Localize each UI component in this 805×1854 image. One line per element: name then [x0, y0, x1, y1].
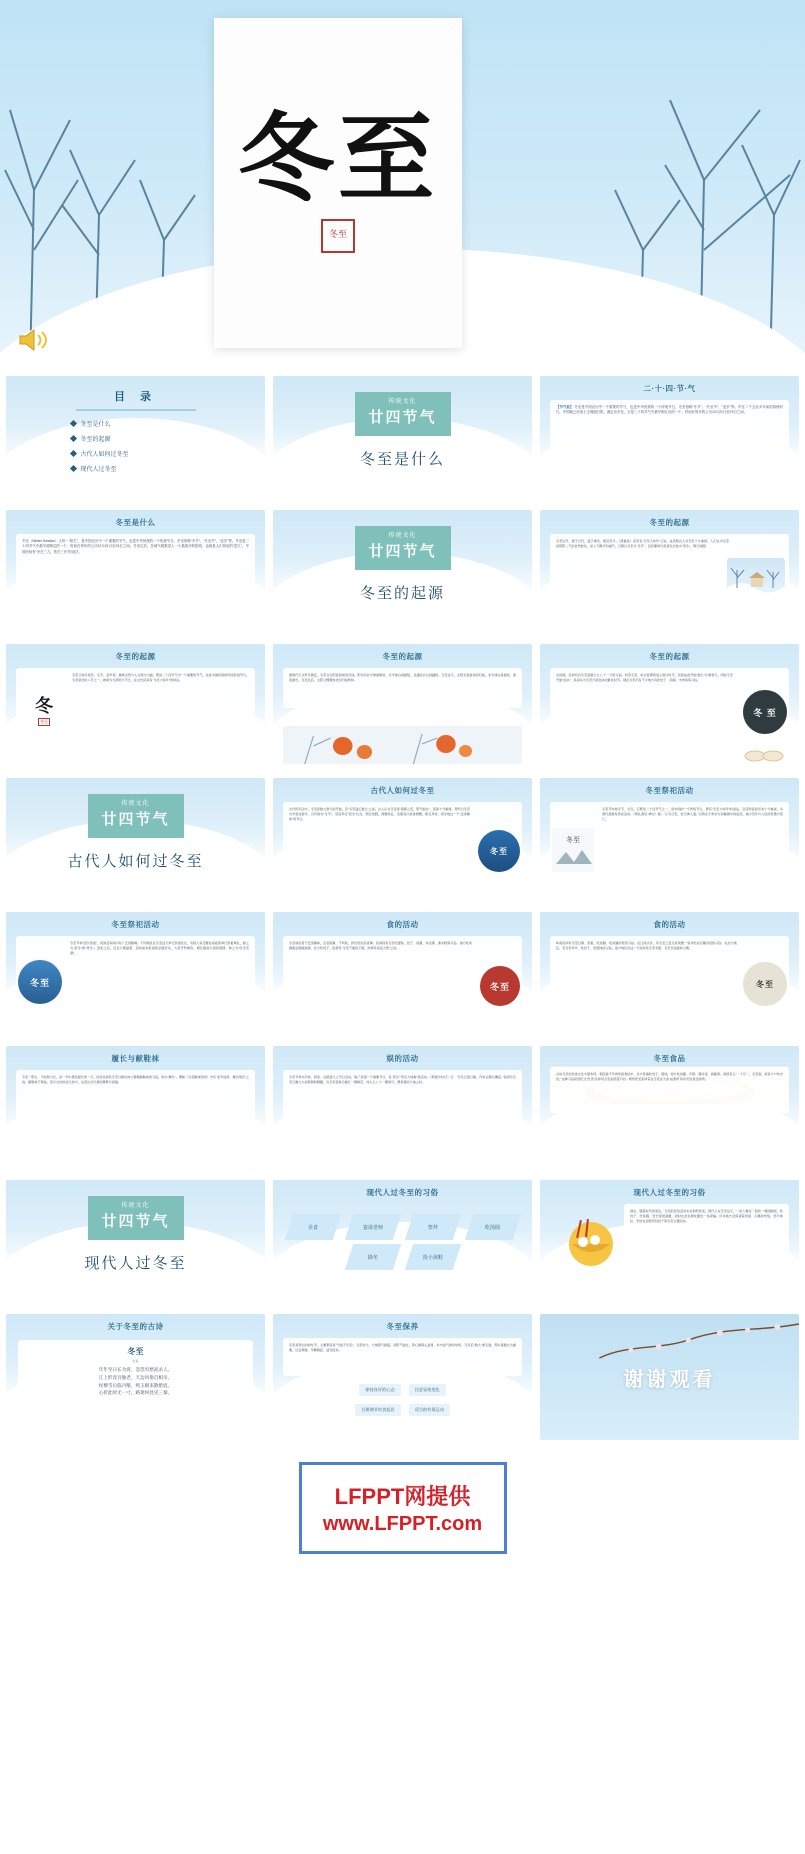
footer-watermark: [0, 1448, 805, 1576]
slide-body: [550, 400, 789, 484]
section-badge-sub: 传统文化: [388, 533, 417, 539]
circle-label: 冬至: [489, 981, 510, 992]
slide-food-activity-2[interactable]: [540, 912, 799, 1038]
stamp-label: 冬 至: [753, 707, 777, 718]
slide-toc[interactable]: [6, 376, 265, 502]
section-title: 古代人如何过冬至: [67, 853, 204, 870]
slide-section-origin[interactable]: [273, 510, 532, 636]
slide-food-activity-1[interactable]: [273, 912, 532, 1038]
dongzhi-circle-illustration: [18, 960, 62, 1004]
watermark-box: [299, 1462, 507, 1554]
health-tip[interactable]: 注意昼夜变化: [409, 1384, 446, 1396]
slide-body: 古代纪年法中，冬至是数九寒天的开始，有“冬至逢壬数九”之说。古人认为冬至是“阴极之至，阳气始生”，因而十分重视。周代以冬至为岁首过新年，汉代称为“冬节”，官府举行“贺冬”仪式，例行放假，商旅停业，亲朋各以美食相赠，相互拜访，欢乐地过一个“安身静体”的节日。: [283, 802, 522, 886]
slide-heading: 关于冬至的古诗: [107, 1322, 164, 1331]
slide-heading: 现代人过冬至的习俗: [366, 1188, 439, 1197]
divider: [76, 409, 196, 411]
toc-list: [71, 419, 201, 473]
slide-worship-1[interactable]: [540, 778, 799, 904]
poem-author: 杜甫: [132, 1359, 139, 1363]
slide-entertainment[interactable]: [273, 1046, 532, 1172]
slide-section-modern[interactable]: [6, 1180, 265, 1306]
poem-card: [18, 1340, 253, 1403]
slide-what-is-dongzhi[interactable]: [6, 510, 265, 636]
health-tips-row: [273, 1384, 532, 1396]
section-badge-main: 廿四节气: [368, 409, 437, 426]
slide-section-what[interactable]: [273, 376, 532, 502]
speaker-icon[interactable]: [16, 326, 50, 354]
page-title: 冬至: [238, 102, 438, 216]
dongzhi-tree-circle: [743, 962, 787, 1006]
toc-title: 目 录: [113, 391, 158, 403]
slide-heading: 冬至是什么: [115, 518, 156, 527]
slide-body: 冬至前后君子安身静体，百官绝事，不听政，择吉辰而后省事。民间则有冬至吃馄饨、饺子、汤圆、赤豆粥、黍米糕等习俗。南方吃汤圆寓意团圆美满，北方吃饺子，俗语有“冬至不端饺子碗，冻掉耳朵没人管”之说。: [283, 936, 522, 1020]
slide-thanks[interactable]: [540, 1314, 799, 1440]
section-badge: [355, 526, 451, 570]
diamond-icon: [69, 420, 76, 427]
slide-body: 岭南民间有冬至扫墓、祭祖、吃烧腊、吃汤圆的传统习俗。在江南水乡，有冬至之夜全家欢聚一堂共吃赤豆糯米饭的习俗。在北方地区，有冬至宰羊、吃饺子、吃馄饨的习俗，南方地区在这一天则有吃冬至米团、冬至长线面的习惯。: [550, 936, 789, 1020]
body-text: 冬至是中国农历中一个重要的节气，也是中华民族的一个传统节日，冬至俗称“冬节”、“长至节”、“亚岁”等。早在二千五百多年前的春秋时代，中国就已经用土圭观测日影，测定出冬至，它是二十四节气中最早制订出的一个，时间在每年的公历12月21日至23日之间。: [556, 405, 783, 415]
slide-body: 冬至（Winter Solstice）又叫“一阳生”，是中国农历中一个重要的节气，也是中华民族的一个传统节日。冬至俗称“冬节”、“长至节”、“亚岁”等。冬至是二十四节气中最早被制定的一个，时间在每年的公历12月21日至23日之间。冬至过后，各地气候都进入一个最寒冷的阶段，也就是人们常说的“进九”，中国民间有“冷在三九，热在三伏”的说法。: [16, 534, 255, 618]
slide-heading: 冬至的起源: [649, 518, 690, 527]
slide-heading: 冬至祭祀活动: [111, 920, 160, 929]
custom-label: 吃汤圆: [484, 1224, 500, 1231]
poem-title: 冬至: [127, 1347, 144, 1356]
poem-line: 心折此时无一寸，路迷何处见三秦。: [98, 1390, 173, 1396]
health-tip[interactable]: 合理调节饮食起居: [355, 1404, 401, 1416]
custom-label: 美食: [307, 1224, 318, 1231]
toc-item[interactable]: [71, 449, 201, 458]
slide-modern-customs-1[interactable]: [273, 1180, 532, 1306]
cover-card: [214, 18, 462, 348]
slide-body: 古时候，民间有自冬至起数九九八十一天的习俗。时至冬至，标志着即将进入寒冷时节，民间由此开始“数九”计算寒天。同时冬至开始“进补”，民间认为冬至日是进补的最佳时节。现在冬至仍有不少地方有吃饺子、汤圆、羊肉汤等习俗。: [550, 668, 789, 752]
dongzhi-stamp-circle: [743, 690, 787, 734]
slide-heading: 冬至的起源: [115, 652, 156, 661]
custom-item[interactable]: [344, 1244, 400, 1270]
section-badge: [88, 1196, 184, 1240]
diamond-icon: [69, 450, 76, 457]
circle-label: 冬至: [756, 979, 774, 989]
poem-line: 杖藜雪后临丹壑，鸣玉朝来散紫宸。: [98, 1382, 173, 1388]
slide-origin-4[interactable]: [540, 644, 799, 770]
custom-label: 祭拜: [427, 1224, 438, 1231]
slide-heading: 冬至祭祀活动: [645, 786, 694, 795]
circle-label: 冬至: [29, 977, 50, 988]
section-title: 现代人过冬至: [84, 1255, 187, 1272]
slide-24-solar-terms[interactable]: [540, 376, 799, 502]
slide-origin-2[interactable]: [6, 644, 265, 770]
custom-item[interactable]: [404, 1244, 460, 1270]
slide-body: 冬至节举行的“祭祖”，民族及家庭中有广泛的影响。不同地区在冬至这天举行祭祖仪式，有的人家还要在家庙里举行祭祖典礼，称之为“祭冬”或“拜冬”。祭祀之后，还会大摆宴席，招待前来祭祖的亲朋好友，大家开怀畅饮，相互联络久别的感情，称之为“吃冬至酒”。: [16, 936, 255, 1020]
diamond-icon: [69, 435, 76, 442]
section-badge-sub: 传统文化: [121, 1203, 150, 1209]
slide-body: 冬至节举办学校、居家、社团盛大之节日活动，除了祭祖一个重要节日，有“贺冬”“贺冬大地梅”等活动。《荆楚岁时记》云：“冬至日量日影，作赤豆粥以禳疫。”民间有冬至日画九九消寒图的雅趣，自冬至起每日描红一瓣梅花，待九九八十一瓣染尽，便是春回大地之时。: [283, 1070, 522, 1154]
ink-mountain-illustration: [552, 828, 594, 872]
persimmon-photo: [283, 726, 522, 764]
section-badge-main: 廿四节气: [101, 811, 170, 828]
slide-heading: 履长与献鞋袜: [111, 1054, 160, 1063]
dumpling-icon: [743, 746, 787, 762]
slide-long-night[interactable]: [6, 1046, 265, 1172]
slide-body: 现在，随着时代的变化，冬至的民俗活动也在悄然改变。现代人在冬至这天，一家人聚在一起吃一顿团圆饭，吃饺子、吃汤圆，给长辈送温暖，同时也会在朋友圈发一条祝福。许多地方还保留着祭祖、扫墓的传统，部分单位、学校也会组织包饺子等冬至主题活动。: [624, 1204, 789, 1276]
slide-ancient-how[interactable]: [273, 778, 532, 904]
slide-heading: 二·十·四·节·气: [643, 384, 696, 393]
toc-item-label: 古代人如何过冬至: [80, 452, 129, 458]
slide-heading: 冬至的起源: [649, 652, 690, 661]
section-title: 冬至的起源: [359, 585, 445, 602]
slide-body: 冬至又称日南至、冬节、亚岁等，兼具自然与人文两大内涵，既是二十四节气中一个重要的节气，也是中国民间的传统祭祖节日。冬至是四时八节之一，被视为冬季的大节日，在古代民间有“冬至大如年”的讲法。: [16, 668, 255, 752]
slide-heading: 冬至的起源: [382, 652, 423, 661]
body-tag: 【节气说】: [556, 405, 574, 409]
winter-scene-image: [727, 558, 785, 598]
slide-body: 冬至一阳生，天时转日长，是一年中黑夜最长的一天。旧时民间有冬至日媳妇向公婆敬献鞋袜的习俗，称为“履长”。曹植《冬至献袜颂表》中有“亚岁迎祥，履长纳庆”之说。献鞋袜于舅姑，表示女性的女红技巧，也表达对长辈的尊敬与祝福。: [16, 1070, 255, 1154]
slide-body: 冬至过节，源于汉代，盛于唐宋，相沿至今。《清嘉录》甚至有“冬至大如年”之说。这表明古人对冬至十分重视。人们认为冬至是阴阳二气的自然转化，是上天赐予的福气。汉朝以冬至为“冬节”，官府要举行祝贺仪式称为“贺冬”，例行放假。: [550, 534, 789, 618]
cover-slide[interactable]: [0, 0, 805, 368]
slide-heading: 冬至保养: [386, 1322, 419, 1331]
watermark-line-2: www.LFPPT.com: [322, 1513, 483, 1535]
slide-health[interactable]: [273, 1314, 532, 1440]
slide-heading: 现代人过冬至的习俗: [633, 1188, 706, 1197]
diamond-icon: [69, 465, 76, 472]
section-badge-sub: 传统文化: [388, 399, 417, 405]
custom-item[interactable]: [464, 1214, 520, 1240]
dongzhi-circle-illustration: [478, 830, 520, 872]
calligraphy-image: 冬 冬至: [35, 696, 53, 724]
toc-item-label: 冬至的起源: [80, 437, 111, 443]
section-badge: [88, 794, 184, 838]
toc-item[interactable]: [71, 434, 201, 443]
health-tips-row: [273, 1404, 532, 1416]
slide-heading: 食的活动: [386, 920, 419, 929]
slide-modern-customs-2[interactable]: [540, 1180, 799, 1306]
section-title: 冬至是什么: [359, 451, 445, 468]
svg-text:冬至: 冬至: [566, 836, 580, 844]
poem-line: 年年至日长为客，忽忽穷愁泥杀人。: [98, 1367, 173, 1372]
tangyuan-bowl-icon: [564, 1214, 618, 1268]
slide-heading: 古代人如何过冬至: [370, 786, 435, 795]
slide-grid: [0, 368, 805, 1448]
section-badge-main: 廿四节气: [368, 543, 437, 560]
section-badge: [355, 392, 451, 436]
slide-worship-2[interactable]: [6, 912, 265, 1038]
slide-body: 古时冬至的饮食文化丰富多样，相沿数千年的传统食俗中，北方普遍吃饺子、馄饨，南方吃汤圆、年糕、糯米饭、麻糍等。谚语有云：“十月一，冬至到，家家户户吃水饺。”这种习俗是因纪念“医圣”张仲景冬至舍药留下的。相传医圣张仲景在冬至这天舍“祛寒娇耳汤”给百姓治冻伤。: [550, 1067, 789, 1113]
seal-stamp: 冬至: [321, 219, 355, 253]
slide-body: 冬至是养生的好时节，主要原因是“气始于冬至”。冬至时分，大地阴气最盛，而阳气始生，养心肺保心益肾、补中益气的好时机。冬至后“数九”寒冬到，养生保健尤为重要，注意保暖、早睡晚起、适当进补。: [283, 1338, 522, 1376]
slide-heading: 娱的活动: [386, 1054, 419, 1063]
poem-line: 江上形容吾独老，天边风俗自相亲。: [98, 1374, 173, 1380]
slide-heading: 冬至食品: [653, 1054, 686, 1063]
slide-origin-3[interactable]: [273, 644, 532, 770]
section-badge-sub: 传统文化: [121, 801, 150, 807]
circle-label: 冬至: [490, 846, 508, 856]
custom-item[interactable]: [344, 1214, 400, 1240]
custom-item[interactable]: [404, 1214, 460, 1240]
slide-origin-1[interactable]: [540, 510, 799, 636]
health-tip[interactable]: 适当的有氧运动: [409, 1404, 450, 1416]
custom-label: 捡小孩鞋: [422, 1254, 443, 1261]
dongzhi-red-circle: [480, 966, 520, 1006]
slide-foods[interactable]: [540, 1046, 799, 1172]
toc-item[interactable]: [71, 464, 201, 473]
slide-section-ancient[interactable]: [6, 778, 265, 904]
custom-label: 宴请老师: [362, 1224, 383, 1231]
toc-item-label: 冬至是什么: [80, 422, 111, 428]
health-tip[interactable]: 保持良好的心态: [359, 1384, 400, 1396]
custom-label: 降冬: [367, 1254, 378, 1261]
custom-item[interactable]: [284, 1214, 340, 1240]
thanks-text: 谢谢观看: [623, 1368, 716, 1391]
slide-heading: 食的活动: [653, 920, 686, 929]
slide-body: 冬至节亦称冬节、交冬。它既是二十四节气之一，是中国的一个传统节日，曾有“冬至大如年”的说法，宫廷和民间历来十分重视，从周代起就有祭祀活动。《周礼春官·神仕》载：“以冬日至，致天神人鬼。”目的在于祈求与消除国中的疫疾，减少荒年与人民的饥饿与死亡。: [550, 802, 789, 886]
customs-diagram: [273, 1214, 532, 1270]
toc-item-label: 现代人过冬至: [80, 467, 117, 473]
slide-poem[interactable]: [6, 1314, 265, 1440]
watermark-line-1: LFPPT网提供: [334, 1484, 471, 1509]
section-badge-main: 廿四节气: [101, 1213, 170, 1230]
toc-item[interactable]: [71, 419, 201, 428]
slide-body: 据现代天文科学测定，冬至日太阳直射南回归线，阳光对北半球最倾斜，北半球白昼最短，且越往北白昼越短。冬至这天，太阳光直射南回归线，北半球白昼最短，黑夜最长。冬至过后，太阳又慢慢向北回归线转移。: [283, 668, 522, 708]
